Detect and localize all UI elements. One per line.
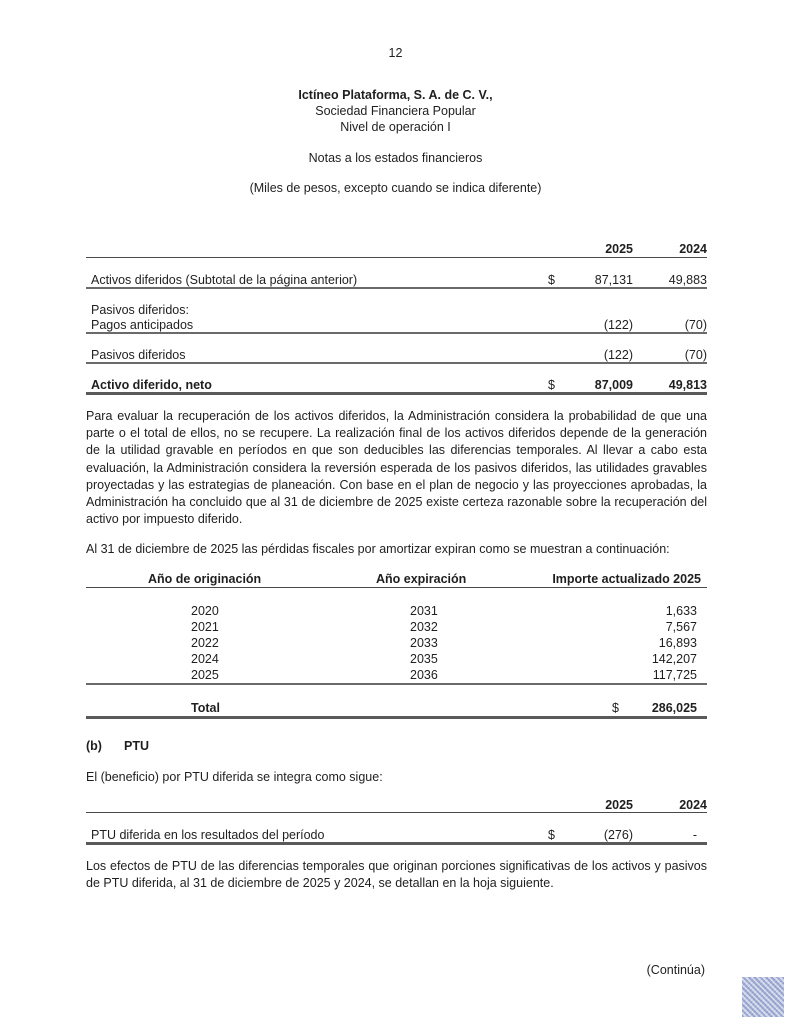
tax-loss-intro: Al 31 de diciembre de 2025 las pérdidas fiscales por amortizar expiran como se muestran a continuación:: [86, 542, 670, 556]
divider: [86, 257, 707, 258]
col-header-2025: 2025: [605, 242, 633, 256]
ptu-intro: El (beneficio) por PTU diferida se integra como sigue:: [86, 770, 383, 784]
col-header-amount: Importe actualizado 2025: [552, 572, 701, 586]
double-underline: [86, 842, 707, 845]
section-title: PTU: [124, 739, 149, 753]
double-underline: [86, 392, 707, 395]
divider: [86, 362, 707, 364]
table-row-heading: Pasivos diferidos:: [91, 303, 189, 317]
operation-level: Nivel de operación I: [340, 120, 451, 134]
col-header-origin: Año de originación: [148, 572, 262, 586]
divider: [86, 332, 707, 334]
units-note: (Miles de pesos, excepto cuando se indica diferente): [249, 181, 542, 195]
divider: [86, 683, 707, 685]
col-header-expiry: Año expiración: [376, 572, 467, 586]
company-name: Ictíneo Plataforma, S. A. de C. V.,: [298, 88, 493, 102]
double-underline: [86, 716, 707, 719]
col-header-2024: 2024: [679, 798, 707, 812]
divider: [86, 287, 707, 289]
section-letter: (b): [86, 739, 102, 753]
page-number: 12: [388, 46, 403, 60]
notes-title: Notas a los estados financieros: [308, 151, 483, 165]
company-subtitle: Sociedad Financiera Popular: [315, 104, 476, 118]
col-header-2024: 2024: [679, 242, 707, 256]
col-header-2025: 2025: [605, 798, 633, 812]
ptu-effects-paragraph: Los efectos de PTU de las diferencias temporales que originan porciones significativas de los activos y pasivos de PTU diferida, al 31 de diciembre de 2025 y 2024, se detallan en la hoja siguiente.: [86, 859, 707, 891]
divider: [86, 812, 707, 813]
recovery-paragraph: Para evaluar la recuperación de los activos diferidos, la Administración considera la probabilidad de que una parte o el total de ellos, no se recupere. La realización final de los activos diferidos depende de la generación de la utilidad gravable en períodos en que son deducibles las diferencias temporales. Al llevar a cabo esta evaluación, la Administración considera la reversión esperada de los pasivos diferidos, las utilidades gravables proyectadas y las estrategias de planeación. Con base en el plan de negocio y las proyecciones aprobadas, la Administración ha concluido que al 31 de diciembre de 2025 existe certeza razonable sobre la recuperación del activo por impuesto diferido.: [86, 409, 707, 527]
divider: [86, 587, 707, 588]
qr-code-icon: [742, 977, 784, 1017]
continues-label: (Continúa): [646, 963, 705, 977]
